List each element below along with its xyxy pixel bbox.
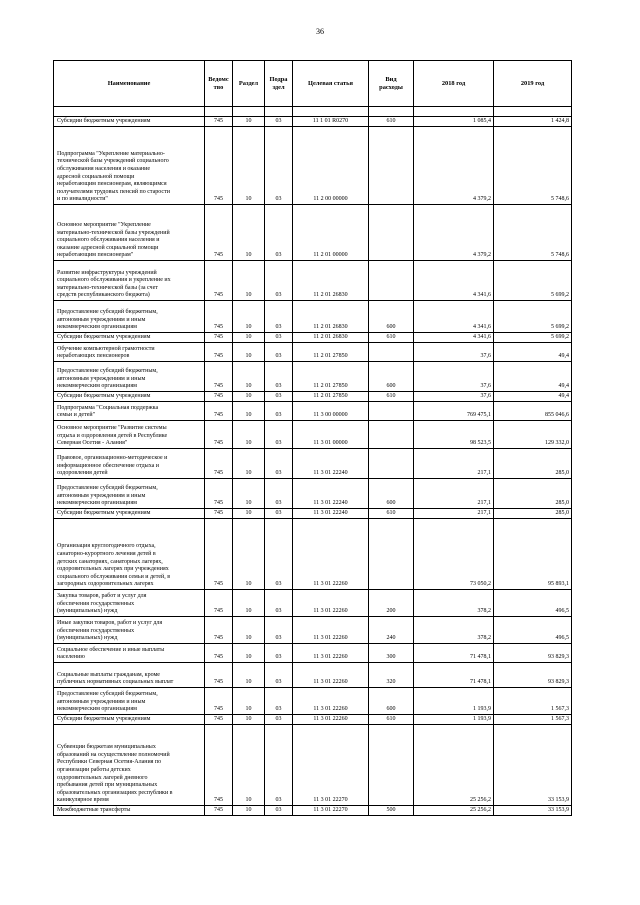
cell-subsection: 03 bbox=[265, 117, 293, 127]
table-row bbox=[54, 421, 572, 449]
cell-2019: 1 567,3 bbox=[494, 715, 572, 725]
cell-expense-type: 610 bbox=[369, 392, 414, 402]
cell-target: 11 3 01 22260 bbox=[293, 715, 369, 725]
cell-subsection: 03 bbox=[265, 806, 293, 816]
cell-ministry: 745 bbox=[205, 509, 233, 519]
cell-ministry: 745 bbox=[205, 725, 233, 806]
cell-target: 11 2 01 26830 bbox=[293, 333, 369, 343]
cell-name: Предоставление субсидий бюджетным, автономным учреждениям и иным некоммерческим организациям bbox=[54, 301, 205, 333]
cell-name: Субсидии бюджетным учреждениям bbox=[54, 509, 205, 519]
cell-2018: 98 523,5 bbox=[414, 421, 494, 449]
cell-2019: 5 748,6 bbox=[494, 127, 572, 205]
table-row bbox=[54, 663, 572, 688]
cell-name: Организация круглогодичного отдыха, санаторно-курортного лечения детей в детских санаториях, санаторных лагерях, оздоровительных лагерях при учреждениях социального обслуживания семьи и детей, в загородных оздоровительных лагерях bbox=[54, 519, 205, 590]
cell-section: 10 bbox=[233, 688, 265, 715]
cell-2018: 71 478,1 bbox=[414, 663, 494, 688]
cell-target: 11 3 01 22240 bbox=[293, 449, 369, 479]
cell-subsection: 03 bbox=[265, 663, 293, 688]
cell-expense-type: 500 bbox=[369, 806, 414, 816]
cell-2018: 37,6 bbox=[414, 362, 494, 392]
cell-2018: 73 050,2 bbox=[414, 519, 494, 590]
table-row bbox=[54, 205, 572, 261]
cell-name: Предоставление субсидий бюджетным, автономным учреждениям и иным некоммерческим организациям bbox=[54, 362, 205, 392]
cell-name: Субсидии бюджетным учреждениям bbox=[54, 715, 205, 725]
cell-2019: 95 893,1 bbox=[494, 519, 572, 590]
cell-2019: 285,0 bbox=[494, 509, 572, 519]
cell-section: 10 bbox=[233, 261, 265, 301]
cell-name: Социальное обеспечение и иные выплаты населению bbox=[54, 644, 205, 663]
cell-expense-type: 200 bbox=[369, 590, 414, 617]
table-row bbox=[54, 261, 572, 301]
cell-section: 10 bbox=[233, 392, 265, 402]
cell-target: 11 3 00 00000 bbox=[293, 402, 369, 421]
cell-2019: 496,5 bbox=[494, 617, 572, 644]
cell-2019: 49,4 bbox=[494, 362, 572, 392]
cell-ministry: 745 bbox=[205, 402, 233, 421]
cell-2019: 1 424,8 bbox=[494, 117, 572, 127]
cell-2018: 71 478,1 bbox=[414, 644, 494, 663]
cell-section: 10 bbox=[233, 117, 265, 127]
cell-ministry: 745 bbox=[205, 519, 233, 590]
cell-name: Межбюджетные трансферты bbox=[54, 806, 205, 816]
cell-section: 10 bbox=[233, 806, 265, 816]
cell-subsection: 03 bbox=[265, 127, 293, 205]
cell-expense-type bbox=[369, 449, 414, 479]
cell-subsection: 03 bbox=[265, 509, 293, 519]
page-number: 36 bbox=[316, 27, 324, 36]
cell-name: Подпрограмма "Укрепление материально- технической базы учреждений социального обслуживания населения и оказание адресной социальной помощи неработающим пенсионерам, являющимся получателями трудовых пенсий по старости и по инвалидности" bbox=[54, 127, 205, 205]
cell-2019: 49,4 bbox=[494, 343, 572, 362]
table-row bbox=[54, 479, 572, 509]
table-row bbox=[54, 343, 572, 362]
cell-2018: 1 193,9 bbox=[414, 715, 494, 725]
cell-expense-type bbox=[369, 205, 414, 261]
cell-target: 11 2 01 27850 bbox=[293, 392, 369, 402]
cell-section: 10 bbox=[233, 479, 265, 509]
cell-target: 11 3 01 22270 bbox=[293, 725, 369, 806]
cell-name: Социальные выплаты гражданам, кроме публичных нормативных социальных выплат bbox=[54, 663, 205, 688]
cell-ministry: 745 bbox=[205, 663, 233, 688]
cell-section: 10 bbox=[233, 301, 265, 333]
cell-subsection: 03 bbox=[265, 301, 293, 333]
cell-name: Основное мероприятие "Укрепление материально-технической базы учреждений социального обслуживания населения и оказание адресной социальной помощи неработающим пенсионерам" bbox=[54, 205, 205, 261]
header-target: Целевая статья bbox=[293, 61, 369, 107]
cell-2019: 93 829,3 bbox=[494, 644, 572, 663]
cell-ministry: 745 bbox=[205, 688, 233, 715]
cell-expense-type: 600 bbox=[369, 688, 414, 715]
cell-target: 11 3 01 22270 bbox=[293, 806, 369, 816]
cell-2019: 285,0 bbox=[494, 449, 572, 479]
cell-ministry: 745 bbox=[205, 333, 233, 343]
spacer-row bbox=[54, 107, 572, 117]
cell-section: 10 bbox=[233, 644, 265, 663]
cell-subsection: 03 bbox=[265, 715, 293, 725]
table-row bbox=[54, 617, 572, 644]
cell-ministry: 745 bbox=[205, 590, 233, 617]
cell-name: Предоставление субсидий бюджетным, автономным учреждениям и иным некоммерческим организациям bbox=[54, 688, 205, 715]
cell-2018: 4 341,6 bbox=[414, 261, 494, 301]
cell-2019: 496,5 bbox=[494, 590, 572, 617]
cell-2019: 129 332,0 bbox=[494, 421, 572, 449]
cell-expense-type bbox=[369, 261, 414, 301]
cell-2018: 378,2 bbox=[414, 617, 494, 644]
table-row bbox=[54, 392, 572, 402]
header-subsection: Подра здел bbox=[265, 61, 293, 107]
cell-subsection: 03 bbox=[265, 617, 293, 644]
table-row bbox=[54, 590, 572, 617]
cell-expense-type: 610 bbox=[369, 509, 414, 519]
cell-name: Субсидии бюджетным учреждениям bbox=[54, 392, 205, 402]
cell-section: 10 bbox=[233, 402, 265, 421]
cell-name: Закупка товаров, работ и услуг для обеспечения государственных (муниципальных) нужд bbox=[54, 590, 205, 617]
table-row bbox=[54, 301, 572, 333]
budget-table bbox=[53, 60, 572, 816]
cell-ministry: 745 bbox=[205, 301, 233, 333]
cell-section: 10 bbox=[233, 127, 265, 205]
cell-name: Подпрограмма "Социальная поддержка семьи и детей" bbox=[54, 402, 205, 421]
header-expense-type: Вид расходы bbox=[369, 61, 414, 107]
table-row bbox=[54, 519, 572, 590]
cell-name: Предоставление субсидий бюджетным, автономным учреждениям и иным некоммерческим организациям bbox=[54, 479, 205, 509]
cell-target: 11 2 01 26830 bbox=[293, 301, 369, 333]
cell-2018: 37,6 bbox=[414, 392, 494, 402]
cell-section: 10 bbox=[233, 205, 265, 261]
cell-section: 10 bbox=[233, 333, 265, 343]
table-row bbox=[54, 117, 572, 127]
cell-subsection: 03 bbox=[265, 402, 293, 421]
cell-2018: 1 085,4 bbox=[414, 117, 494, 127]
cell-name: Субсидии бюджетным учреждениям bbox=[54, 333, 205, 343]
cell-2018: 378,2 bbox=[414, 590, 494, 617]
table-row bbox=[54, 725, 572, 806]
cell-expense-type: 300 bbox=[369, 644, 414, 663]
cell-section: 10 bbox=[233, 362, 265, 392]
table-row bbox=[54, 402, 572, 421]
cell-ministry: 745 bbox=[205, 392, 233, 402]
cell-name: Развитие инфраструктуры учреждений социального обслуживания и укрепление их материально-технической базы (за счет средств республиканского бюджета) bbox=[54, 261, 205, 301]
cell-subsection: 03 bbox=[265, 688, 293, 715]
cell-2019: 285,0 bbox=[494, 479, 572, 509]
cell-expense-type bbox=[369, 519, 414, 590]
cell-name: Субсидии бюджетным учреждениям bbox=[54, 117, 205, 127]
cell-subsection: 03 bbox=[265, 205, 293, 261]
cell-2018: 4 341,6 bbox=[414, 333, 494, 343]
cell-2018: 217,1 bbox=[414, 479, 494, 509]
cell-ministry: 745 bbox=[205, 362, 233, 392]
cell-expense-type bbox=[369, 421, 414, 449]
cell-subsection: 03 bbox=[265, 590, 293, 617]
cell-expense-type bbox=[369, 725, 414, 806]
cell-target: 11 2 01 27850 bbox=[293, 362, 369, 392]
cell-section: 10 bbox=[233, 617, 265, 644]
cell-2018: 1 193,9 bbox=[414, 688, 494, 715]
cell-2019: 5 699,2 bbox=[494, 333, 572, 343]
header-2019: 2019 год bbox=[494, 61, 572, 107]
table-row bbox=[54, 644, 572, 663]
table-row bbox=[54, 449, 572, 479]
cell-name: Обучение компьютерной грамотности неработающих пенсионеров bbox=[54, 343, 205, 362]
cell-ministry: 745 bbox=[205, 617, 233, 644]
cell-ministry: 745 bbox=[205, 205, 233, 261]
cell-expense-type: 240 bbox=[369, 617, 414, 644]
table-row bbox=[54, 806, 572, 816]
cell-expense-type: 610 bbox=[369, 117, 414, 127]
cell-2018: 217,1 bbox=[414, 449, 494, 479]
cell-target: 11 2 01 00000 bbox=[293, 205, 369, 261]
cell-2018: 769 475,1 bbox=[414, 402, 494, 421]
cell-expense-type: 610 bbox=[369, 715, 414, 725]
cell-2019: 49,4 bbox=[494, 392, 572, 402]
cell-ministry: 745 bbox=[205, 449, 233, 479]
header-ministry: Ведомс тво bbox=[205, 61, 233, 107]
cell-expense-type bbox=[369, 343, 414, 362]
table-row bbox=[54, 333, 572, 343]
cell-expense-type: 610 bbox=[369, 333, 414, 343]
cell-ministry: 745 bbox=[205, 715, 233, 725]
cell-ministry: 745 bbox=[205, 117, 233, 127]
cell-target: 11 3 01 22260 bbox=[293, 644, 369, 663]
table-row bbox=[54, 715, 572, 725]
table-row bbox=[54, 688, 572, 715]
header-2018: 2018 год bbox=[414, 61, 494, 107]
cell-section: 10 bbox=[233, 519, 265, 590]
header-section: Раздел bbox=[233, 61, 265, 107]
cell-target: 11 2 01 26830 bbox=[293, 261, 369, 301]
cell-2019: 33 153,9 bbox=[494, 806, 572, 816]
cell-section: 10 bbox=[233, 590, 265, 617]
table-row bbox=[54, 127, 572, 205]
cell-name: Основное мероприятие "Развитие системы отдыха и оздоровления детей в Республике Северная Осетия - Алания" bbox=[54, 421, 205, 449]
cell-subsection: 03 bbox=[265, 362, 293, 392]
table-row bbox=[54, 509, 572, 519]
cell-2019: 855 046,6 bbox=[494, 402, 572, 421]
cell-ministry: 745 bbox=[205, 479, 233, 509]
cell-target: 11 2 00 00000 bbox=[293, 127, 369, 205]
cell-target: 11 3 01 22260 bbox=[293, 663, 369, 688]
cell-2018: 4 379,2 bbox=[414, 127, 494, 205]
cell-2018: 25 256,2 bbox=[414, 725, 494, 806]
cell-section: 10 bbox=[233, 663, 265, 688]
cell-name: Иные закупки товаров, работ и услуг для обеспечения государственных (муниципальных) нужд bbox=[54, 617, 205, 644]
cell-subsection: 03 bbox=[265, 421, 293, 449]
cell-2019: 1 567,3 bbox=[494, 688, 572, 715]
cell-2018: 217,1 bbox=[414, 509, 494, 519]
cell-2019: 5 699,2 bbox=[494, 261, 572, 301]
cell-target: 11 3 01 22260 bbox=[293, 617, 369, 644]
cell-2019: 93 829,3 bbox=[494, 663, 572, 688]
cell-section: 10 bbox=[233, 449, 265, 479]
cell-expense-type bbox=[369, 127, 414, 205]
cell-subsection: 03 bbox=[265, 644, 293, 663]
header-name: Наименование bbox=[54, 61, 205, 107]
cell-ministry: 745 bbox=[205, 343, 233, 362]
cell-2018: 4 341,6 bbox=[414, 301, 494, 333]
cell-subsection: 03 bbox=[265, 519, 293, 590]
cell-subsection: 03 bbox=[265, 333, 293, 343]
table-row bbox=[54, 362, 572, 392]
cell-subsection: 03 bbox=[265, 449, 293, 479]
cell-target: 11 3 01 00000 bbox=[293, 421, 369, 449]
cell-target: 11 3 01 22260 bbox=[293, 590, 369, 617]
cell-ministry: 745 bbox=[205, 644, 233, 663]
cell-expense-type: 320 bbox=[369, 663, 414, 688]
cell-subsection: 03 bbox=[265, 343, 293, 362]
cell-expense-type: 600 bbox=[369, 362, 414, 392]
cell-2018: 37,6 bbox=[414, 343, 494, 362]
cell-subsection: 03 bbox=[265, 392, 293, 402]
cell-target: 11 3 01 22240 bbox=[293, 479, 369, 509]
cell-subsection: 03 bbox=[265, 725, 293, 806]
cell-section: 10 bbox=[233, 421, 265, 449]
cell-subsection: 03 bbox=[265, 261, 293, 301]
cell-target: 11 3 01 22260 bbox=[293, 688, 369, 715]
cell-ministry: 745 bbox=[205, 261, 233, 301]
cell-target: 11 3 01 22240 bbox=[293, 509, 369, 519]
cell-2018: 25 256,2 bbox=[414, 806, 494, 816]
cell-expense-type: 600 bbox=[369, 301, 414, 333]
cell-target: 11 3 01 22260 bbox=[293, 519, 369, 590]
cell-2018: 4 379,2 bbox=[414, 205, 494, 261]
cell-2019: 5 748,6 bbox=[494, 205, 572, 261]
cell-name: Правовое, организационно-методическое и информационное обеспечение отдыха и оздоровления детей bbox=[54, 449, 205, 479]
cell-section: 10 bbox=[233, 343, 265, 362]
cell-name: Субвенции бюджетам муниципальных образований на осуществление полномочий Республики Северная Осетия-Алания по организации работы детских оздоровительных лагерей дневного пребывания детей при муниципальных образовательных организациях республики в каникулярное время bbox=[54, 725, 205, 806]
cell-expense-type bbox=[369, 402, 414, 421]
cell-section: 10 bbox=[233, 715, 265, 725]
cell-2019: 5 699,2 bbox=[494, 301, 572, 333]
cell-target: 11 1 01 R0270 bbox=[293, 117, 369, 127]
cell-expense-type: 600 bbox=[369, 479, 414, 509]
cell-section: 10 bbox=[233, 509, 265, 519]
cell-section: 10 bbox=[233, 725, 265, 806]
cell-subsection: 03 bbox=[265, 479, 293, 509]
cell-target: 11 2 01 27850 bbox=[293, 343, 369, 362]
cell-ministry: 745 bbox=[205, 806, 233, 816]
cell-2019: 33 153,9 bbox=[494, 725, 572, 806]
cell-ministry: 745 bbox=[205, 127, 233, 205]
table-header-row bbox=[54, 61, 572, 107]
cell-ministry: 745 bbox=[205, 421, 233, 449]
